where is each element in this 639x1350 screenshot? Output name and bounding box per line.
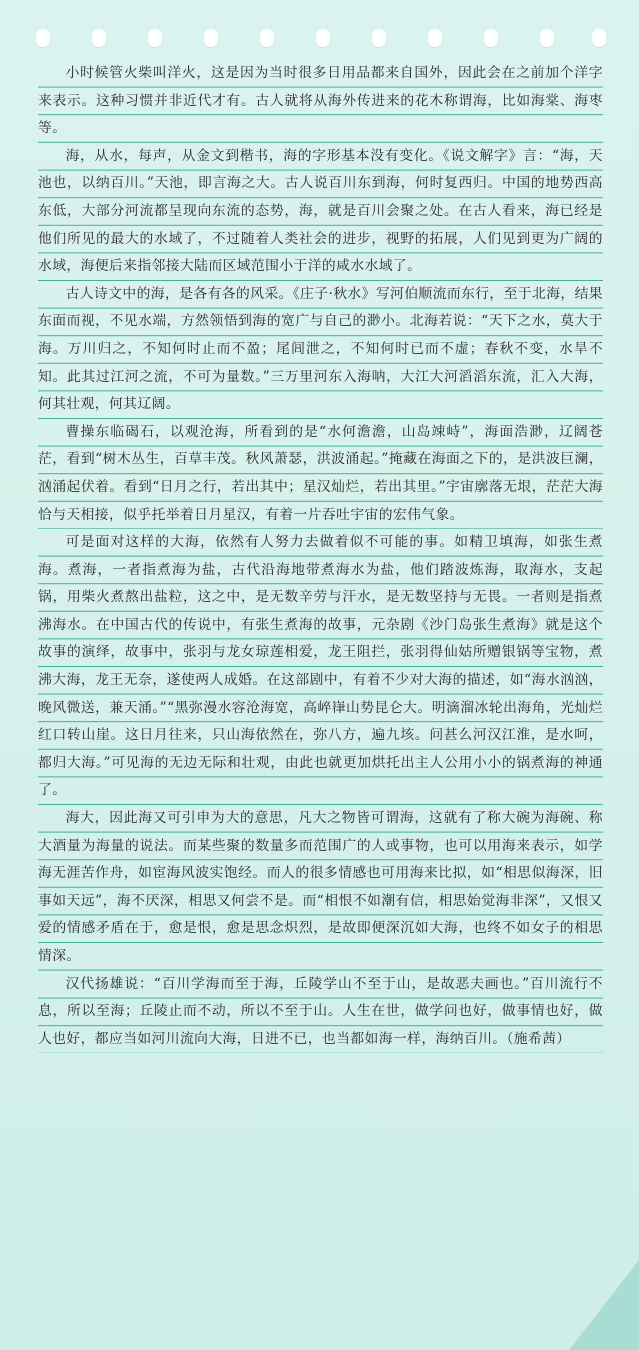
paragraph: 古人诗文中的海，是各有各的风采。《庄子·秋水》写河伯顺流而东行，至于北海，结果东面而视，不见水端，方然领悟到海的宽广与自己的渺小。北海若说：“天下之水，莫大于海。万川归之，不知何时止而不盈；尾闾泄之，不知何时已而不虚；春秋不变，水旱不知。此其过江河之流，不可为量数。”三万里河东入海呐，大江大河滔滔东流，汇入大海，何其壮观，何其辽阔。: [38, 281, 603, 419]
binder-hole: [372, 29, 386, 47]
binder-hole: [148, 29, 162, 47]
paragraph: 可是面对这样的大海，依然有人努力去做着似不可能的事。如精卫填海，如张生煮海。煮海，一者指煮海为盐，古代沿海地带煮海水为盐，他们踏波炼海，取海水，支起锅，用柴火煮熬出盐粒，这之中，是无数辛劳与汗水，是无数坚持与无畏。一者则是指煮沸海水。在中国古代的传说中，有张生煮海的故事，元杂剧《沙门岛张生煮海》就是这个故事的演绎，故事中，张羽与龙女琼莲相爱，龙王阻拦，张羽得仙姑所赠银锅等宝物，煮沸大海，龙王无奈，遂使两人成婚。在这部剧中，有着不少对大海的描述，如“海水汹汹，晚风微送，兼天涌。”“黑弥漫水容沧海宽，高崪嵂山势昆仑大。明滴溜冰轮出海角，光灿烂红口转山崖。这日月往来，只山海依然在，弥八方，遍九垓。问甚么河汉江淮，是水呵，都归大海。”可见海的无边无际和壮观，由此也就更加烘托出主人公用小小的锅煮海的神通了。: [38, 529, 603, 805]
binder-hole: [316, 29, 330, 47]
binder-hole: [592, 29, 606, 47]
paragraph: 海，从水，每声，从金文到楷书，海的字形基本没有变化。《说文解字》言：“海，天池也，以纳百川。”天池，即言海之大。古人说百川东到海，何时复西归。中国的地势西高东低，大部分河流都呈现向东流的态势，海，就是百川会聚之处。在古人看来，海已经是他们所见的最大的水域了，不过随着人类社会的进步，视野的拓展，人们见到更为广阔的水域，海便后来指邻接大陆而区域范围小于洋的咸水水域了。: [38, 143, 603, 281]
paragraph: 曹操东临碣石，以观沧海，所看到的是“水何澹澹，山岛竦峙”，海面浩渺，辽阔苍茫，看到“树木丛生，百草丰茂。秋风萧瑟，洪波涌起。”掩藏在海面之下的，是洪波巨澜，汹涌起伏着。看到“日月之行，若出其中；星汉灿烂，若出其里。”宇宙廓落无垠，茫茫大海恰与天相接，似乎托举着日月星汉，有着一片吞吐宇宙的宏伟气象。: [38, 419, 603, 529]
binder-hole: [428, 29, 442, 47]
binder-hole: [204, 29, 218, 47]
paragraph: 海大，因此海又可引申为大的意思，凡大之物皆可谓海，这就有了称大碗为海碗、称大酒量为海量的说法。而某些聚的数量多而范围广的人或事物，也可以用海来表示，如学海无涯苦作舟，如宦海风波实饱经。而人的很多情感也可用海来比拟，如“相思似海深，旧事如天远”，海不厌深，相思又何尝不是。而“相恨不如潮有信，相思始觉海非深”，又恨又爱的情感矛盾在于，愈是恨，愈是思念炽烈，是故即便深沉如大海，也终不如女子的相思情深。: [38, 805, 603, 971]
binder-hole: [260, 29, 274, 47]
paragraph: 汉代扬雄说：“百川学海而至于海，丘陵学山不至于山，是故恶夫画也。”百川流行不息，所以至海；丘陵止而不动，所以不至于山。人生在世，做学问也好，做事情也好，做人也好，都应当如河川流向大海，日进不已，也当都如海一样，海纳百川。（施希茜）: [38, 971, 603, 1054]
article-body: [38, 60, 603, 1053]
binder-hole: [36, 29, 50, 47]
paragraph: 小时候管火柴叫洋火，这是因为当时很多日用品都来自国外，因此会在之前加个洋字来表示。这种习惯并非近代才有。古人就将从海外传进来的花木称谓海，比如海棠、海枣等。: [38, 60, 603, 143]
page-curl: [569, 1260, 639, 1350]
binder-holes: [36, 29, 606, 49]
binder-hole: [484, 29, 498, 47]
binder-hole: [540, 29, 554, 47]
binder-hole: [92, 29, 106, 47]
